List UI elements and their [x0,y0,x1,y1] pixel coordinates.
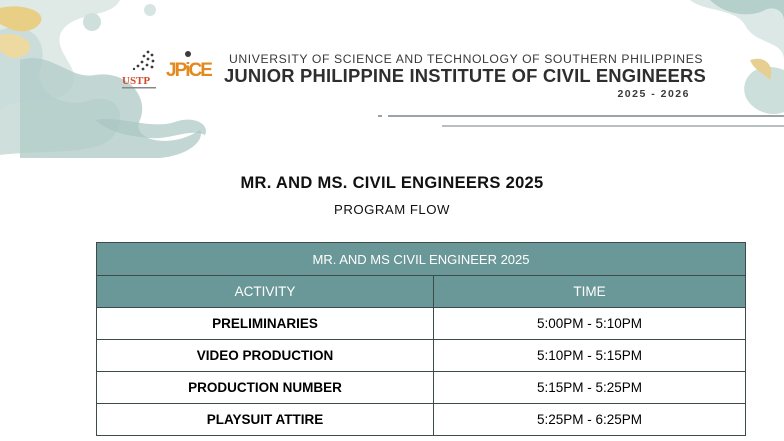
header-rule-1 [378,115,382,117]
table-row [97,340,746,372]
header-rule-2 [388,115,784,117]
time-cell: 5:15PM - 5:25PM [434,372,746,404]
svg-text:JPiCE: JPiCE [166,60,211,81]
program-flow-table [96,242,746,436]
activity-cell: VIDEO PRODUCTION [97,340,434,372]
event-title: MR. AND MS. CIVIL ENGINEERS 2025 [240,174,544,192]
table-header-row [97,276,746,308]
svg-text:USTP: USTP [122,75,151,87]
time-cell: 5:00PM - 5:10PM [434,308,746,340]
table-row [97,372,746,404]
activity-cell: PLAYSUIT ATTIRE [97,404,434,436]
column-header-time: TIME [434,276,746,308]
ustp-logo [118,44,164,94]
header-rule-3 [442,125,784,127]
university-name: UNIVERSITY OF SCIENCE AND TECHNOLOGY OF SOUTHERN PHILIPPINES [229,52,704,66]
jpice-logo [166,44,212,94]
column-header-activity: ACTIVITY [97,276,434,308]
header [118,42,706,102]
organization-name: JUNIOR PHILIPPINE INSTITUTE OF CIVIL ENGINEERS [224,65,706,86]
table-row [97,404,746,436]
activity-cell: PRODUCTION NUMBER [97,372,434,404]
school-year: 2025 - 2026 [617,88,690,100]
event-subtitle: PROGRAM FLOW [334,202,450,217]
table-banner-row [97,243,746,276]
table-row [97,308,746,340]
table-banner: MR. AND MS CIVIL ENGINEER 2025 [97,243,746,276]
time-cell: 5:25PM - 6:25PM [434,404,746,436]
activity-cell: PRELIMINARIES [97,308,434,340]
time-cell: 5:10PM - 5:15PM [434,340,746,372]
